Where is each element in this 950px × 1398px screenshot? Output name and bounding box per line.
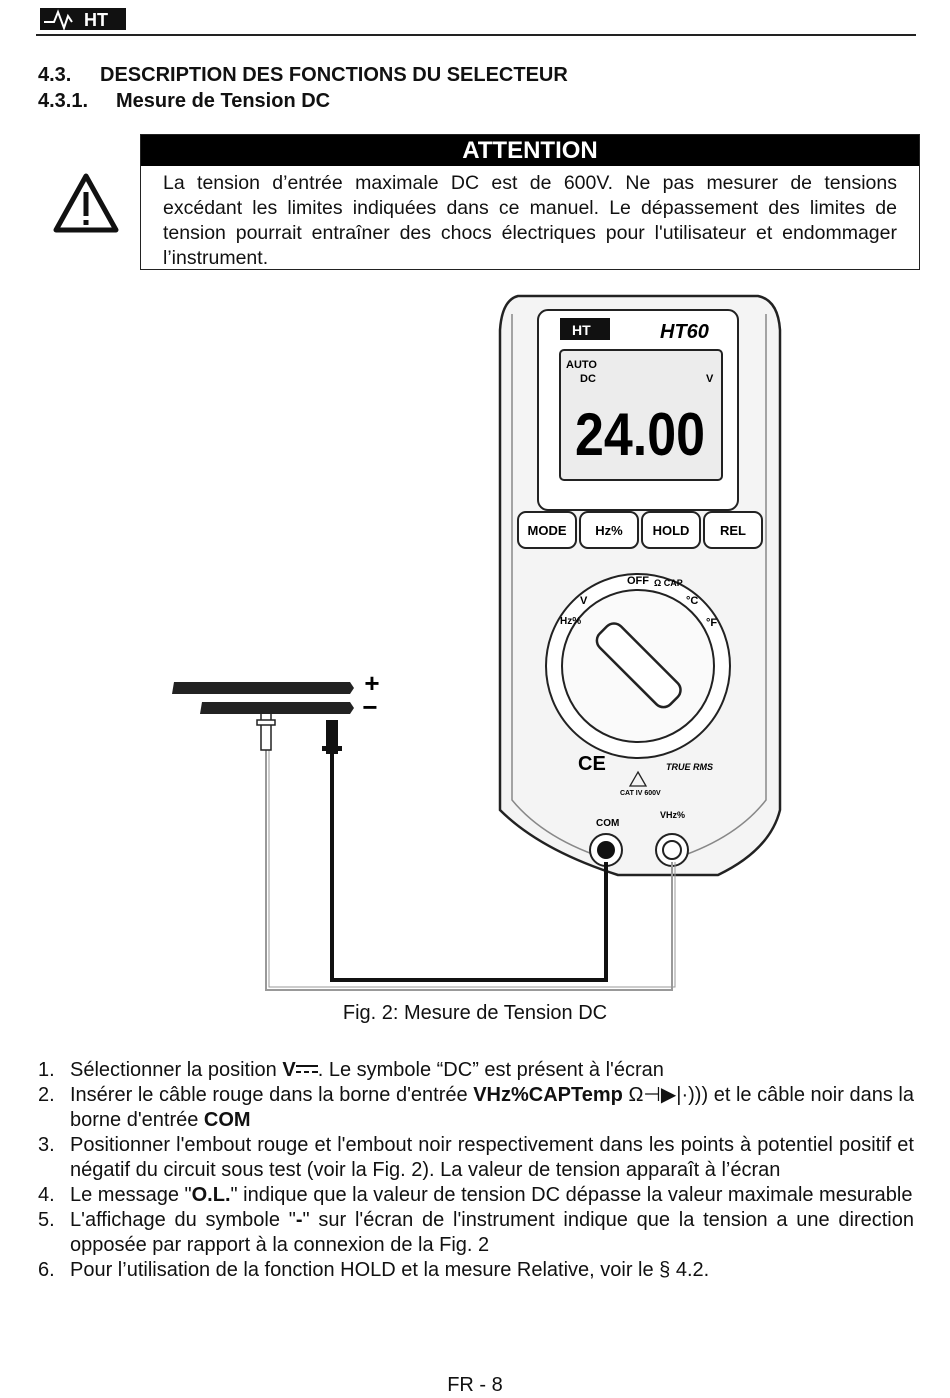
instruction-list [36,1058,914,1283]
button-rel: REL [720,523,746,538]
subsection-number: 4.3.1. [38,90,89,112]
function-symbols-icon: Ω⊣▶|·))) [628,1084,709,1106]
list-item: 4. Le message "O.L." indique que la valeur de tension DC dépasse la valeur maximale mesurable [38,1184,913,1206]
section-title: DESCRIPTION DES FONCTIONS DU SELECTEUR [100,64,568,86]
lcd-dc: DC [580,373,596,385]
section-heading [38,64,568,87]
dial-c: °C [686,595,699,607]
list-item: 5. L'affichage du symbole "-" sur l'écran de l'instrument indique que la tension a une direction opposée par rapport à la connexion de la Fig. 2 [38,1209,914,1256]
ce-mark: CE [578,753,606,775]
lcd-auto: AUTO [566,359,597,371]
meter-model: HT60 [660,321,709,343]
dial-cap: Ω CAP [654,578,683,588]
dial-off: OFF [627,575,649,587]
attention-text: La tension d’entrée maximale DC est de 600V. Ne pas mesurer de tensions excédant les limites indiquées dans ce manuel. Le dépassement des limites de tension pourrait entraîner des chocs électriques pour l'utilisateur et endommager l’instrument. [163,172,897,269]
attention-heading: ATTENTION [141,135,919,166]
button-hz: Hz% [595,523,623,538]
list-item: 6. Pour l’utilisation de la fonction HOLD et la mesure Relative, voir le § 4.2. [38,1259,710,1281]
list-item: 1. Sélectionner la position V . Le symbole “DC” est présent à l'écran [38,1059,664,1081]
logo-text: HT [84,10,108,30]
lcd-unit: V [706,373,714,385]
subsection-title: Mesure de Tension DC [116,90,331,112]
red-probe [261,710,271,750]
button-mode: MODE [527,523,567,538]
true-rms-mark: TRUE RMS [666,762,713,772]
multimeter-figure [150,290,790,995]
ht-logo [40,4,130,32]
plus-sign: + [364,668,380,698]
figure-caption: Fig. 2: Mesure de Tension DC [342,1002,608,1024]
button-hold: HOLD [652,523,690,538]
cat-rating: CAT IV 600V [620,790,661,797]
header-rule [36,34,916,36]
dial-hz: Hz% [560,616,582,627]
subsection-heading [38,90,330,113]
lcd-reading: 24.00 [575,401,705,468]
minus-sign: − [362,692,378,722]
list-item: 3. Positionner l'embout rouge et l'embout noir respectivement dans les points à potentiel positif et négatif du circuit sous test (voir la Fig. 2). La valeur de tension apparaît à l’écran [38,1134,914,1181]
page-number: FR - 8 [447,1374,503,1396]
warning-triangle-icon [52,172,120,234]
dial-v: V [580,595,588,607]
dc-symbol-icon [296,1063,318,1075]
dial-f: °F [706,617,718,629]
vhz-label: VHz% [660,810,686,820]
list-item: 2. Insérer le câble rouge dans la borne d'entrée VHz%CAPTemp Ω⊣▶|·))) et le câble noir dans la borne d'entrée COM [38,1084,914,1131]
attention-box [140,134,920,270]
positive-rail [172,682,354,694]
meter-brand: HT [572,322,591,338]
com-label: COM [596,818,620,829]
section-number: 4.3. [38,64,72,86]
negative-rail [200,702,354,714]
